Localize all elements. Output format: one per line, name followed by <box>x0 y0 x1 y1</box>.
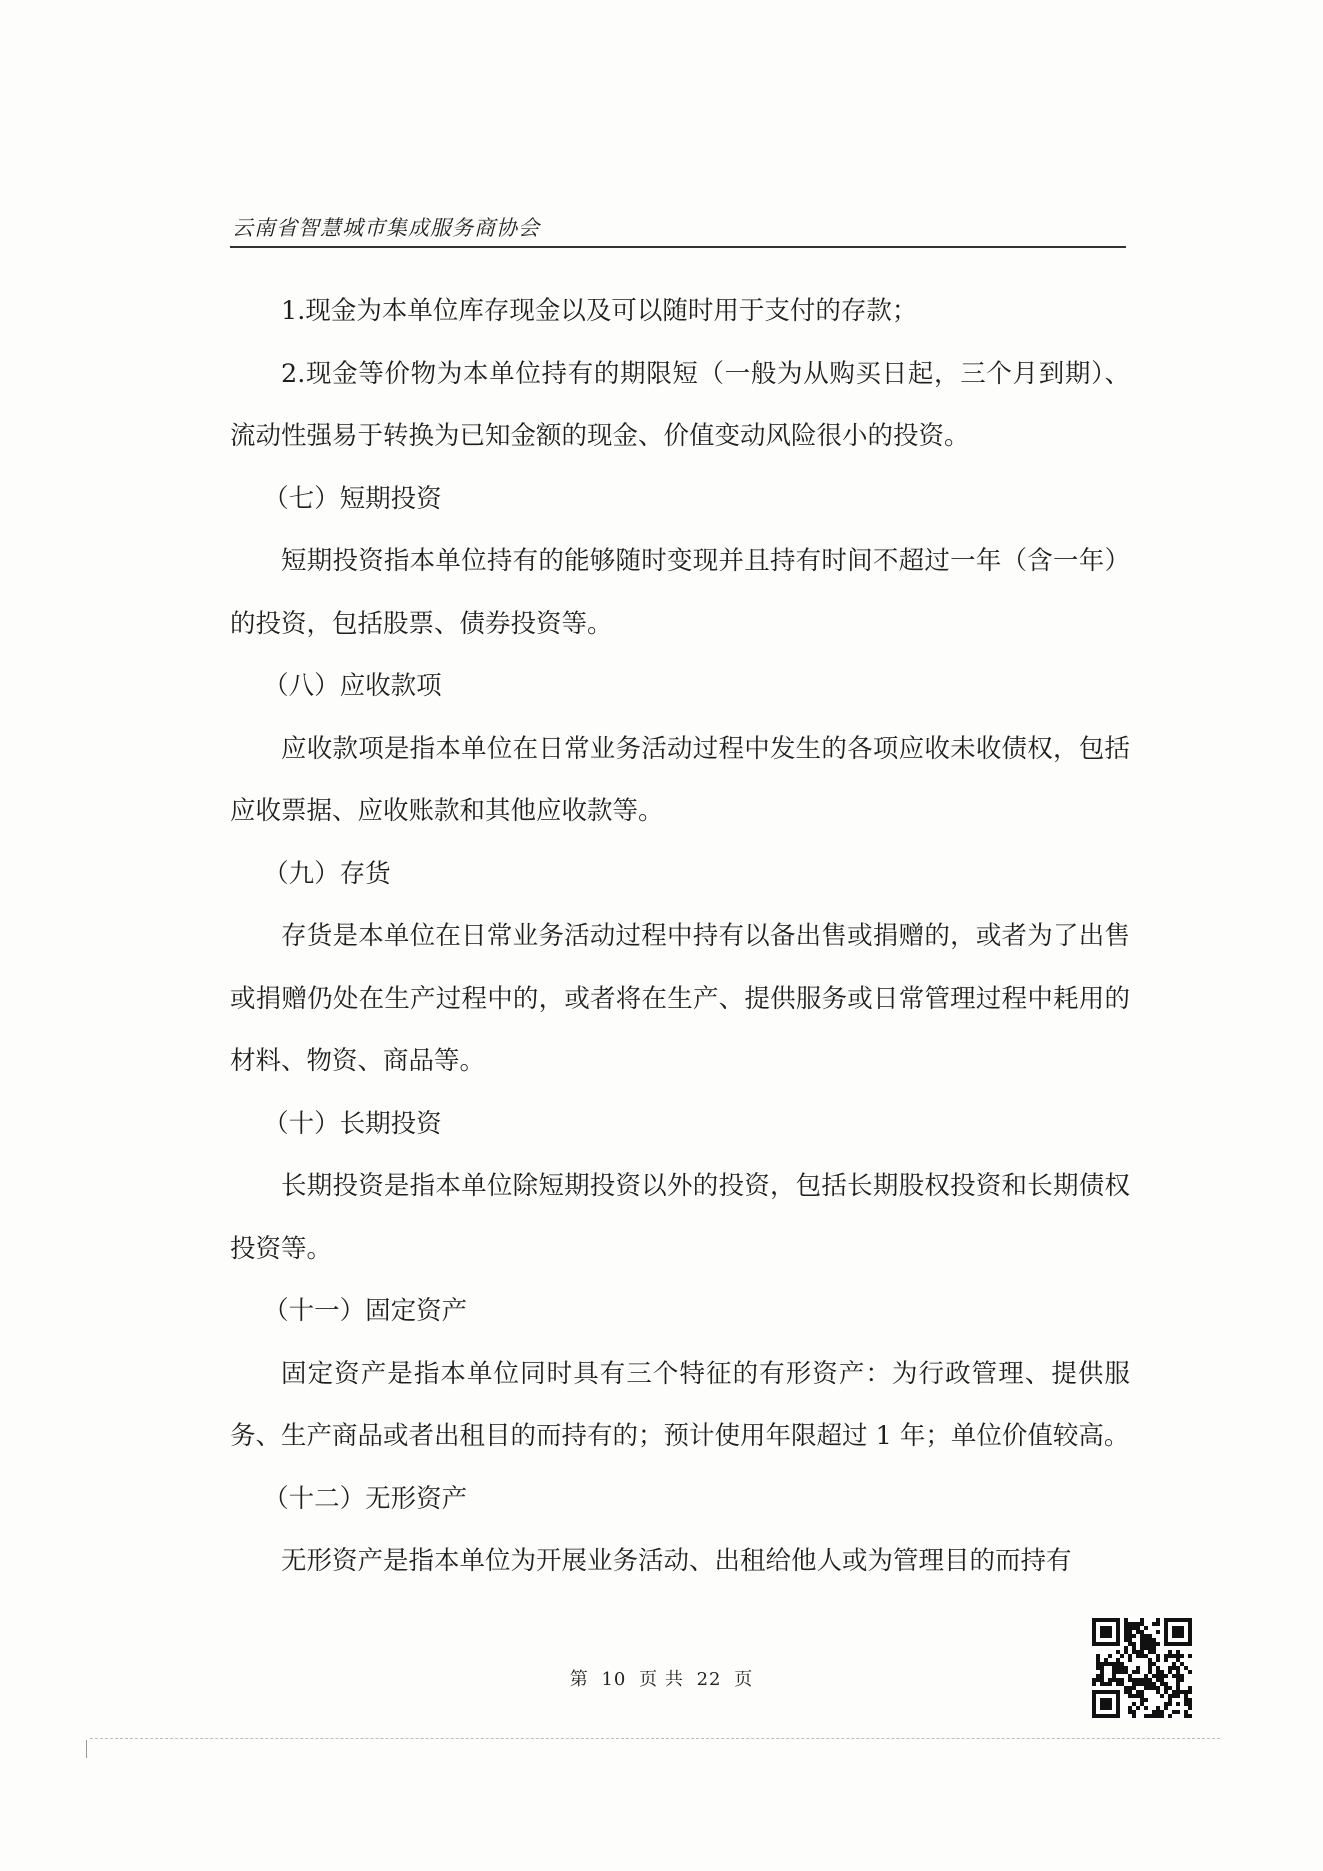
paragraph-cash-equivalents: 2.现金等价物为本单位持有的期限短（一般为从购买日起，三个月到期）、流动性强易于转换为已知金额的现金、价值变动风险很小的投资。 <box>230 358 1130 451</box>
document-body <box>230 280 1130 1593</box>
page-suffix: 页 <box>734 1669 754 1690</box>
page-number: 10 <box>601 1669 627 1690</box>
total-pages: 22 <box>696 1669 722 1690</box>
section-heading-long-term-investment: （十）长期投资 <box>263 1108 442 1139</box>
header-organization: 云南省智慧城市集成服务商协会 <box>232 216 540 240</box>
page-prefix: 第 <box>569 1669 589 1690</box>
page-bottom-edge <box>90 1738 1220 1739</box>
section-heading-inventory: （九）存货 <box>263 858 391 889</box>
section-heading-short-term-investment: （七）短期投资 <box>263 483 442 514</box>
paragraph-fixed-assets: 固定资产是指本单位同时具有三个特征的有形资产：为行政管理、提供服务、生产商品或者出租目的而持有的；预计使用年限超过 1 年；单位价值较高。 <box>230 1358 1130 1451</box>
paragraph-short-term-investment: 短期投资指本单位持有的能够随时变现并且持有时间不超过一年（含一年）的投资，包括股票、债券投资等。 <box>230 546 1130 639</box>
section-heading-intangible-assets: （十二）无形资产 <box>263 1483 468 1514</box>
paragraph-receivables: 应收款项是指本单位在日常业务活动过程中发生的各项应收未收债权，包括应收票据、应收账款和其他应收款等。 <box>230 733 1130 826</box>
paragraph-long-term-investment: 长期投资是指本单位除短期投资以外的投资，包括长期股权投资和长期债权投资等。 <box>230 1171 1130 1264</box>
section-heading-receivables: （八）应收款项 <box>263 671 442 701</box>
qr-code-icon <box>1092 1618 1192 1718</box>
header-divider <box>230 246 1126 248</box>
paragraph-inventory: 存货是本单位在日常业务活动过程中持有以备出售或捐赠的，或者为了出售或捐赠仍处在生产过程中的，或者将在生产、提供服务或日常管理过程中耗用的材料、物资、商品等。 <box>230 921 1130 1076</box>
section-heading-fixed-assets: （十一）固定资产 <box>263 1296 468 1326</box>
page-mid: 页 共 <box>639 1669 684 1690</box>
paragraph-cash: 1.现金为本单位库存现金以及可以随时用于支付的存款； <box>281 296 918 326</box>
paragraph-intangible-assets: 无形资产是指本单位为开展业务活动、出租给他人或为管理目的而持有 <box>281 1546 1072 1576</box>
scan-edge-mark <box>86 1740 87 1758</box>
